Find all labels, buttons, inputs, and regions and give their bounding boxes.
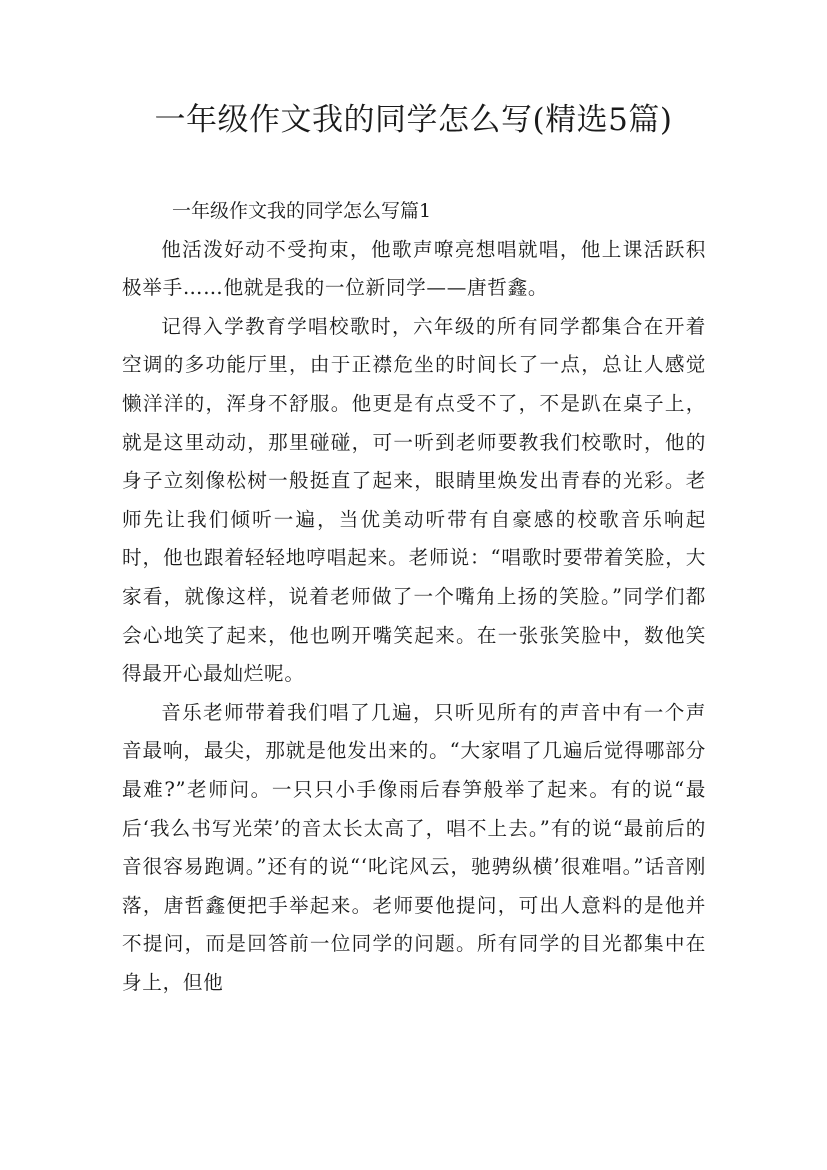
document-title: 一年级作文我的同学怎么写(精选5篇) (154, 102, 673, 138)
paragraph-2: 记得入学教育学唱校歌时，六年级的所有同学都集合在开着空调的多功能厅里，由于正襟危坐的时间长了一点，总让人感觉懒洋洋的，浑身不舒服。他更是有点受不了，不是趴在桌子上，就是这里动动，那里碰碰，可一听到老师要教我们校歌时，他的身子立刻像松树一般挺直了起来，眼睛里焕发出青春的光彩。老师先让我们倾听一遍，当优美动听带有自豪感的校歌音乐响起时，他也跟着轻轻地哼唱起来。老师说：“唱歌时要带着笑脸，大家看，就像这样，说着老师做了一个嘴角上扬的笑脸。”同学们都会心地笑了起来，他也咧开嘴笑起来。在一张张笑脸中，数他笑得最开心最灿烂呢。 (122, 314, 706, 686)
paragraph-1: 他活泼好动不受拘束，他歌声嘹亮想唱就唱，他上课活跃积极举手……他就是我的一位新同学——唐哲鑫。 (122, 237, 706, 300)
section-heading: 一年级作文我的同学怎么写篇1 (172, 200, 432, 222)
document-body (122, 192, 706, 1002)
paragraph-3: 音乐老师带着我们唱了几遍，只听见所有的声音中有一个声音最响，最尖，那就是他发出来的。“大家唱了几遍后觉得哪部分最难?”老师问。一只只小手像雨后春笋般举了起来。有的说“最后‘我么书写光荣’的音太长太高了，唱不上去。”有的说“最前后的音很容易跑调。”还有的说“‘叱诧风云，驰骋纵横’很难唱。”话音刚落，唐哲鑫便把手举起来。老师要他提问，可出人意料的是他并不提问，而是回答前一位同学的问题。所有同学的目光都集中在身上，但他 (122, 700, 706, 994)
